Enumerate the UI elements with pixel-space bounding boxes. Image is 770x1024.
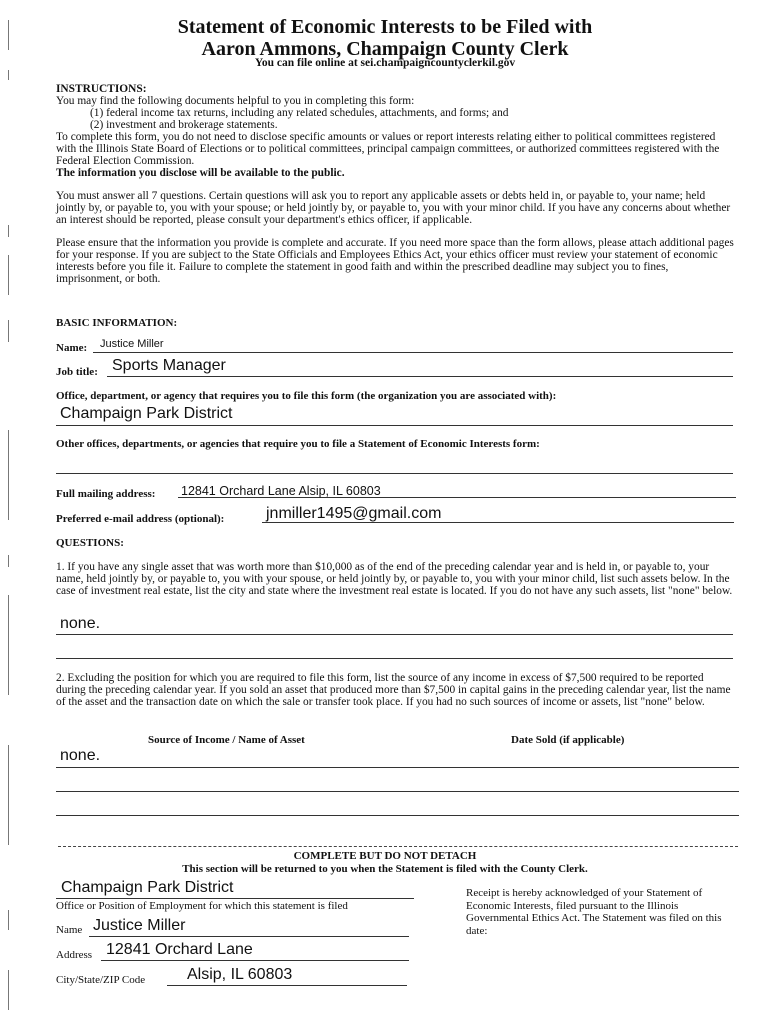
instructions-line1: You may find the following documents helpful to you in completing this form: (56, 95, 415, 107)
date-sold-column-header: Date Sold (if applicable) (511, 734, 625, 746)
receipt-name-field[interactable]: Justice Miller (93, 917, 186, 934)
receipt-acknowledgement: Receipt is hereby acknowledged of your Statement of Economic Interests, filed pursuant to the Illinois Governmental Ethics Act. The Statement was filed on this date: (466, 887, 722, 937)
receipt-address-line (101, 960, 409, 961)
question-2-line-1 (56, 767, 739, 768)
name-field[interactable]: Justice Miller (100, 338, 164, 350)
instructions-heading: INSTRUCTIONS: (56, 83, 147, 95)
office-field-line (56, 425, 733, 426)
public-disclosure-note: The information you disclose will be available to the public. (56, 167, 345, 179)
job-title-field[interactable]: Sports Manager (112, 357, 226, 374)
receipt-city-field[interactable]: Alsip, IL 60803 (187, 966, 293, 983)
form-title-line1: Statement of Economic Interests to be Filed with (177, 16, 593, 38)
question-1-text: 1. If you have any single asset that was worth more than $10,000 as of the end of the preceding calendar year and is held in, or payable to, your name, held jointly by, or payable to, you with your spouse, or held jointly by, or payable to, you with your minor child, list such assets below. In the case of investment real estate, list the city and state where the investment real estate is located. If you do not have any such assets, list "none" below. (56, 561, 733, 597)
receipt-address-field[interactable]: 12841 Orchard Lane (106, 941, 253, 958)
receipt-city-label: City/State/ZIP Code (56, 974, 146, 986)
email-label: Preferred e-mail address (optional): (56, 513, 225, 525)
mailing-address-field[interactable]: 12841 Orchard Lane Alsip, IL 60803 (181, 484, 381, 498)
receipt-city-line (167, 985, 407, 986)
instructions-para3: Please ensure that the information you provide is complete and accurate. If you need more space than the form allows, please attach additional pages for your response. If you are subject to the State Officials and Employees Ethics Act, your ethics officer must review your statement of economic interests before you file it. Failure to complete the statement in good faith and within the prescribed deadline may subject you to fines, imprisonment, or both. (56, 237, 734, 285)
receipt-subheading: This section will be returned to you when the Statement is filed with the County Clerk. (182, 863, 588, 875)
receipt-name-label: Name (56, 924, 83, 936)
mailing-address-label: Full mailing address: (56, 488, 156, 500)
other-offices-label: Other offices, departments, or agencies that require you to file a Statement of Economic Interests form: (56, 438, 540, 450)
question-2-answer[interactable]: none. (60, 747, 101, 764)
name-label: Name: (56, 342, 88, 354)
job-title-label: Job title: (56, 366, 98, 378)
basic-info-heading: BASIC INFORMATION: (56, 317, 178, 329)
receipt-heading: COMPLETE BUT DO NOT DETACH (293, 850, 477, 862)
receipt-address-label: Address (56, 949, 93, 961)
other-offices-line[interactable] (56, 473, 733, 474)
receipt-office-line (56, 898, 414, 899)
questions-heading: QUESTIONS: (56, 537, 124, 549)
detach-dashed-line (58, 846, 738, 847)
question-1-answer[interactable]: none. (60, 615, 101, 632)
instructions-para2: You must answer all 7 questions. Certain questions will ask you to report any applicable assets or debts held in, or payable to, your name; held jointly by, or payable to, you with your spouse; or held jointly by, or payable to, you with your minor child. If you have any concerns about whether an interest should be reported, please consult your department's ethics officer, if applicable. (56, 190, 731, 226)
instructions-item2: (2) investment and brokerage statements. (90, 119, 278, 131)
job-title-line (107, 376, 733, 377)
instructions-para1: To complete this form, you do not need to disclose specific amounts or values or report interests relating either to political committees registered with the Illinois State Board of Elections or to political committees, principal campaign committees, or authorized committees registered with the Federal Election Commission. (56, 131, 720, 167)
receipt-name-line (89, 936, 409, 937)
question-2-line-3 (56, 815, 739, 816)
name-field-line (93, 352, 733, 353)
instructions-section (56, 83, 736, 285)
office-field[interactable]: Champaign Park District (60, 405, 233, 422)
online-filing-note: You can file online at sei.champaigncountyclerkil.gov (254, 57, 516, 69)
question-1-line-1 (56, 634, 733, 635)
form-title-line2: Aaron Ammons, Champaign County Clerk (201, 38, 569, 60)
email-field[interactable]: jnmiller1495@gmail.com (266, 505, 442, 522)
instructions-item1: (1) federal income tax returns, including any related schedules, attachments, and forms; and (90, 107, 509, 119)
source-income-column-header: Source of Income / Name of Asset (148, 734, 305, 746)
receipt-office-label: Office or Position of Employment for which this statement is filed (56, 900, 348, 912)
office-label: Office, department, or agency that requires you to file this form (the organization you are associated with): (56, 390, 557, 402)
question-2-line-2 (56, 791, 739, 792)
receipt-office-field[interactable]: Champaign Park District (61, 879, 234, 896)
question-1-line-2 (56, 658, 733, 659)
question-2-text: 2. Excluding the position for which you are required to file this form, list the source of any income in excess of $7,500 required to be reported during the preceding calendar year. If you sold an asset that produced more than $7,500 in capital gains in the preceding calendar year, list the name of the asset and the transaction date on which the sale or transfer took place. If you had no such sources of income or assets, list "none" below. (56, 672, 731, 708)
